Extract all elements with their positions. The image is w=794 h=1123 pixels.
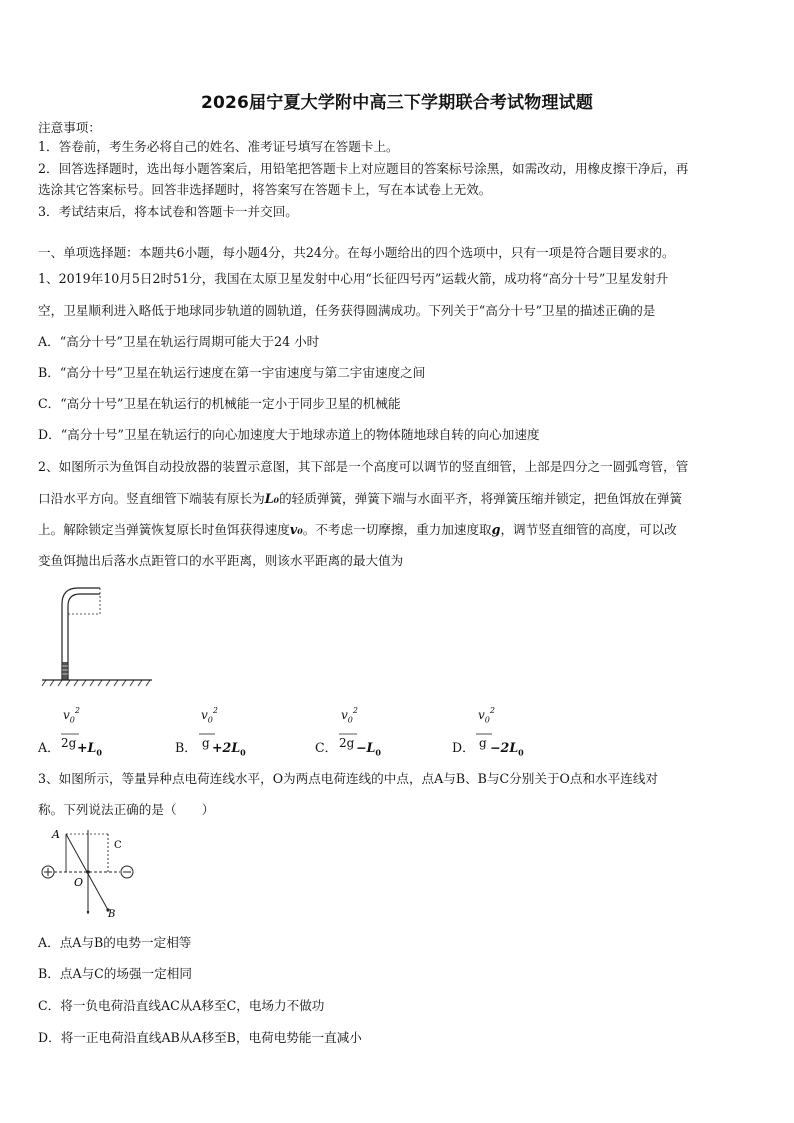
q3-option-c: C．将一负电荷沿直线AC从A移至C，电场力不做功 bbox=[38, 998, 325, 1013]
label-o: O bbox=[74, 876, 84, 889]
q1-stem-line-2: 空，卫星顺利进入略低于地球同步轨道的圆轨道，任务获得圆满成功。下列关于“高分十号”卫星的描述正确的是 bbox=[38, 303, 656, 318]
q2-option-d-num: $v_0^2$ bbox=[478, 706, 495, 725]
q2-option-d-den: g bbox=[479, 736, 487, 750]
q2-stem-line-2 bbox=[38, 490, 758, 508]
q1-option-a: A．“高分十号”卫星在轨运行周期可能大于24 小时 bbox=[38, 334, 320, 349]
q2-option-d-letter: D． bbox=[452, 740, 475, 755]
q3-option-b: B．点A与C的场强一定相同 bbox=[38, 966, 192, 981]
q2-option-c-den: 2g bbox=[339, 736, 355, 750]
q2-stem-line-3 bbox=[38, 521, 758, 539]
q2-stem-line-1: 2、如图所示为鱼饵自动投放器的装置示意图，其下部是一个高度可以调节的竖直细管，上部是四分之一圆弧弯管，管 bbox=[38, 459, 689, 474]
label-a: A bbox=[52, 828, 60, 841]
q1-stem-line-1: 1、2019年10月5日2时51分，我国在太原卫星发射中心用“长征四号丙”运载火箭，成功将“高分十号”卫星发射升 bbox=[38, 271, 669, 286]
notice-item-3: 3．考试结束后，将本试卷和答题卡一并交回。 bbox=[38, 204, 298, 219]
q2-stem-line-3a: 上。解除锁定当弹簧恢复原长时鱼饵获得速度 bbox=[38, 522, 290, 537]
label-c: C bbox=[114, 840, 122, 851]
q2-option-c-letter: C． bbox=[315, 740, 338, 755]
notice-item-2-cont: 选涂其它答案标号。回答非选择题时，将答案写在答题卡上，写在本试卷上无效。 bbox=[38, 182, 492, 197]
q2-option-a-tail: $+L_0$ bbox=[77, 740, 102, 758]
q2-stem-line-2b: 的轻质弹簧，弹簧下端与水面平齐，将弹簧压缩并锁定，把鱼饵放在弹簧 bbox=[279, 491, 683, 506]
q2-option-a-num: $v_0^2$ bbox=[63, 706, 80, 725]
page-title: 2026届宁夏大学附中高三下学期联合考试物理试题 bbox=[200, 93, 594, 113]
q2-stem-line-4: 变鱼饵抛出后落水点距管口的水平距离，则该水平距离的最大值为 bbox=[38, 553, 404, 568]
q2-figure-launcher bbox=[38, 582, 178, 692]
q3-stem-line-2: 称。下列说法正确的是（ ） bbox=[38, 802, 215, 817]
q2-option-b-den: g bbox=[202, 736, 210, 750]
q2-option-c-tail: $-L_0$ bbox=[356, 740, 381, 758]
q3-stem-line-1: 3、如图所示，等量异种点电荷连线水平，O为两点电荷连线的中点，点A与B、B与C分别关于O点和水平连线对 bbox=[38, 771, 659, 786]
symbol-g: g bbox=[491, 522, 501, 537]
q1-option-b: B．“高分十号”卫星在轨运行速度在第一宇宙速度与第二宇宙速度之间 bbox=[38, 365, 426, 380]
q2-option-b-tail: $+2L_0$ bbox=[212, 740, 246, 758]
q1-option-c: C．“高分十号”卫星在轨运行的机械能一定小于同步卫星的机械能 bbox=[38, 396, 401, 411]
symbol-l0: L₀ bbox=[264, 491, 280, 506]
q3-option-d: D．将一正电荷沿直线AB从A移至B，电荷电势能一直减小 bbox=[38, 1030, 362, 1045]
q3-figure-dipole bbox=[38, 826, 148, 921]
q2-option-a-den: 2g bbox=[61, 736, 77, 750]
q3-option-a: A．点A与B的电势一定相等 bbox=[38, 935, 192, 950]
section-heading: 一、单项选择题：本题共6小题，每小题4分，共24分。在每小题给出的四个选项中，只有一项是符合题目要求的。 bbox=[38, 245, 675, 260]
q2-option-b-num: $v_0^2$ bbox=[201, 706, 218, 725]
q2-stem-line-2a: 口沿水平方向。竖直细管下端装有原长为 bbox=[38, 491, 265, 506]
q1-option-d: D．“高分十号”卫星在轨运行的向心加速度大于地球赤道上的物体随地球自转的向心加速度 bbox=[38, 427, 540, 442]
notice-item-2: 2．回答选择题时，选出每小题答案后，用铅笔把答题卡上对应题目的答案标号涂黑，如需改动，用橡皮擦干净后，再 bbox=[38, 161, 689, 176]
q2-option-b-letter: B． bbox=[175, 740, 197, 755]
symbol-v0: v₀ bbox=[289, 522, 303, 537]
q2-stem-line-3b: 。不考虑一切摩擦，重力加速度取 bbox=[302, 522, 492, 537]
q2-option-a-letter: A． bbox=[38, 740, 60, 755]
q2-option-c-num: $v_0^2$ bbox=[341, 706, 358, 725]
q2-option-d-tail: $-2L_0$ bbox=[490, 740, 524, 758]
notice-header: 注意事项： bbox=[38, 120, 101, 135]
q2-stem-line-3c: ，调节竖直细管的高度，可以改 bbox=[500, 522, 677, 537]
label-b: B bbox=[108, 909, 116, 920]
negative-charge-icon bbox=[121, 866, 133, 878]
notice-item-1: 1．答卷前，考生务必将自己的姓名、准考证号填写在答题卡上。 bbox=[38, 139, 399, 154]
positive-charge-icon bbox=[42, 866, 54, 878]
